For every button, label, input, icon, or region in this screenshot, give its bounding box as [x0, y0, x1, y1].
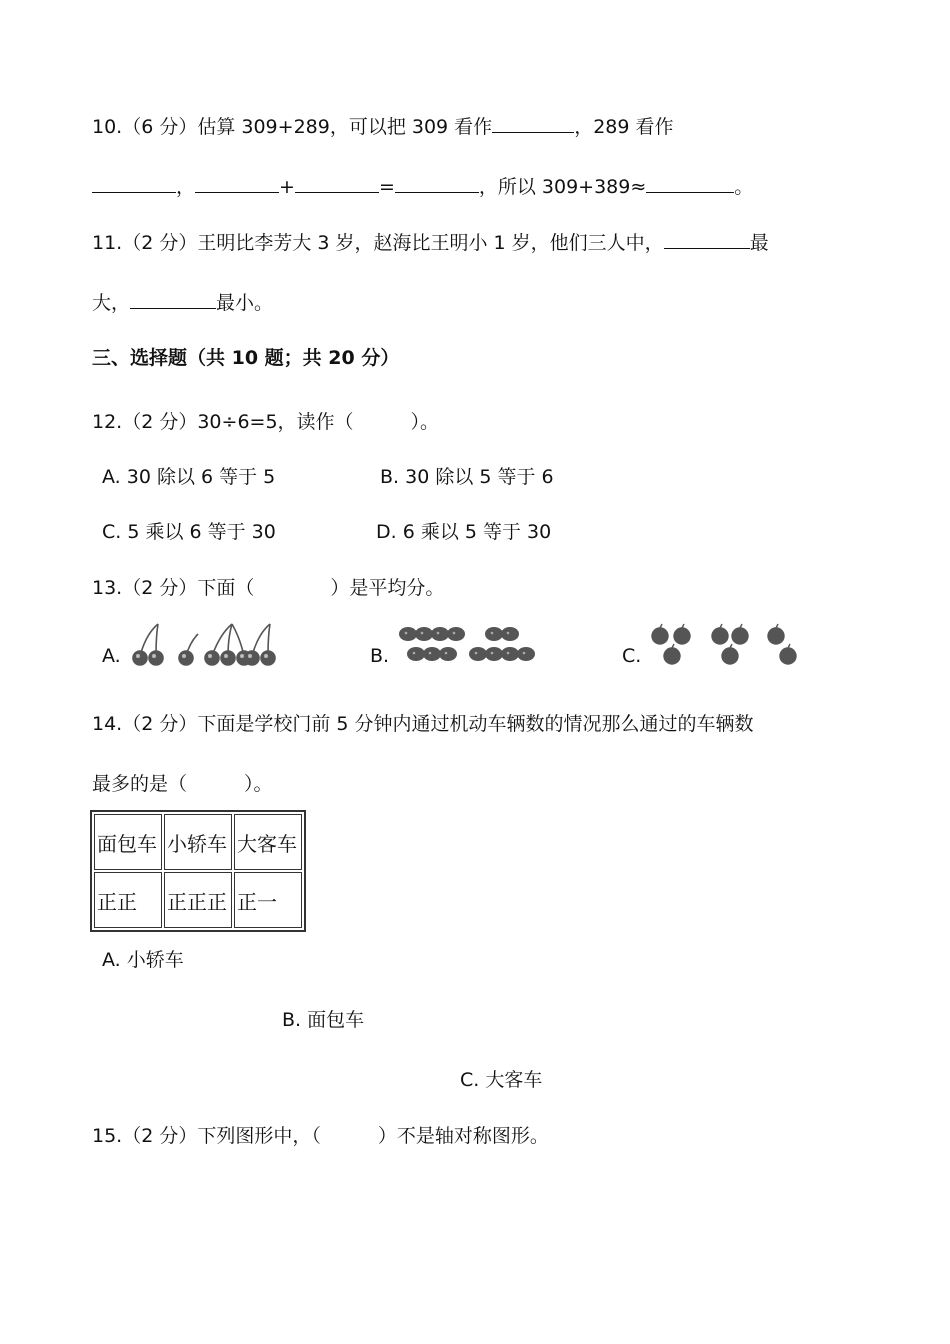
table-cell: 正一 [234, 872, 302, 928]
cherries-icon [128, 620, 286, 668]
q11-line2-start: 大， [92, 292, 131, 314]
table-cell: 正正正 [164, 872, 232, 928]
table-header-cell: 面包车 [94, 814, 162, 870]
q11-line1 [92, 230, 769, 255]
q11-mid: 最 [749, 232, 769, 254]
q12-stem: 12.（2 分）30÷6=5，读作（ ）。 [92, 411, 440, 433]
q10-blank-6[interactable] [646, 174, 734, 193]
q14-option-b[interactable]: B. 面包车 [282, 1009, 365, 1031]
q10-blank-2[interactable] [92, 174, 176, 193]
q10-line2 [92, 174, 753, 199]
q12-option-a[interactable]: A. 30 除以 6 等于 5 [102, 466, 276, 488]
q11-blank-2[interactable] [130, 290, 216, 309]
q10-sep: ， [176, 176, 196, 198]
table-row [94, 814, 302, 870]
q14-stem-line1: 14.（2 分）下面是学校门前 5 分钟内通过机动车辆数的情况那么通过的车辆数 [92, 713, 754, 735]
q14-option-c[interactable]: C. 大客车 [460, 1069, 543, 1091]
strawberries-icon [396, 622, 538, 668]
q10-blank-1[interactable] [492, 114, 574, 133]
q15-stem: 15.（2 分）下列图形中，（ ）不是轴对称图形。 [92, 1125, 549, 1147]
q10-blank-3[interactable] [195, 174, 279, 193]
q10-blank-4[interactable] [295, 174, 379, 193]
table-row [94, 872, 302, 928]
q13-stem: 13.（2 分）下面（ ）是平均分。 [92, 577, 445, 599]
q10-line1 [92, 114, 674, 139]
q13-option-a[interactable]: A. [102, 645, 121, 667]
q10-plus: + [279, 176, 295, 198]
table-cell: 正正 [94, 872, 162, 928]
table-header-cell: 小轿车 [164, 814, 232, 870]
q14-option-a[interactable]: A. 小轿车 [102, 949, 184, 971]
apples-icon [648, 622, 830, 668]
vehicle-tally-table [90, 810, 306, 932]
q13-option-c[interactable]: C. [622, 645, 642, 667]
section-title: 三、选择题（共 10 题；共 20 分） [92, 347, 400, 369]
q11-blank-1[interactable] [664, 230, 750, 249]
q12-option-b[interactable]: B. 30 除以 5 等于 6 [380, 466, 554, 488]
q13-option-b[interactable]: B. [370, 645, 390, 667]
q10-blank-5[interactable] [395, 174, 479, 193]
q10-prefix: 10.（6 分）估算 309+289，可以把 309 看作 [92, 116, 493, 138]
q10-end: 。 [734, 176, 754, 198]
q11-line2-end: 最小。 [216, 292, 274, 314]
q10-mid: ，289 看作 [574, 116, 674, 138]
q12-option-d[interactable]: D. 6 乘以 5 等于 30 [376, 521, 552, 543]
q11-prefix: 11.（2 分）王明比李芳大 3 岁，赵海比王明小 1 岁，他们三人中， [92, 232, 664, 254]
q11-line2 [92, 290, 273, 315]
q10-eq: = [378, 176, 395, 198]
table-header-cell: 大客车 [234, 814, 302, 870]
q12-option-c[interactable]: C. 5 乘以 6 等于 30 [102, 521, 276, 543]
q10-tail: ，所以 309+389≈ [478, 176, 647, 198]
q14-stem-line2: 最多的是（ ）。 [92, 773, 273, 795]
